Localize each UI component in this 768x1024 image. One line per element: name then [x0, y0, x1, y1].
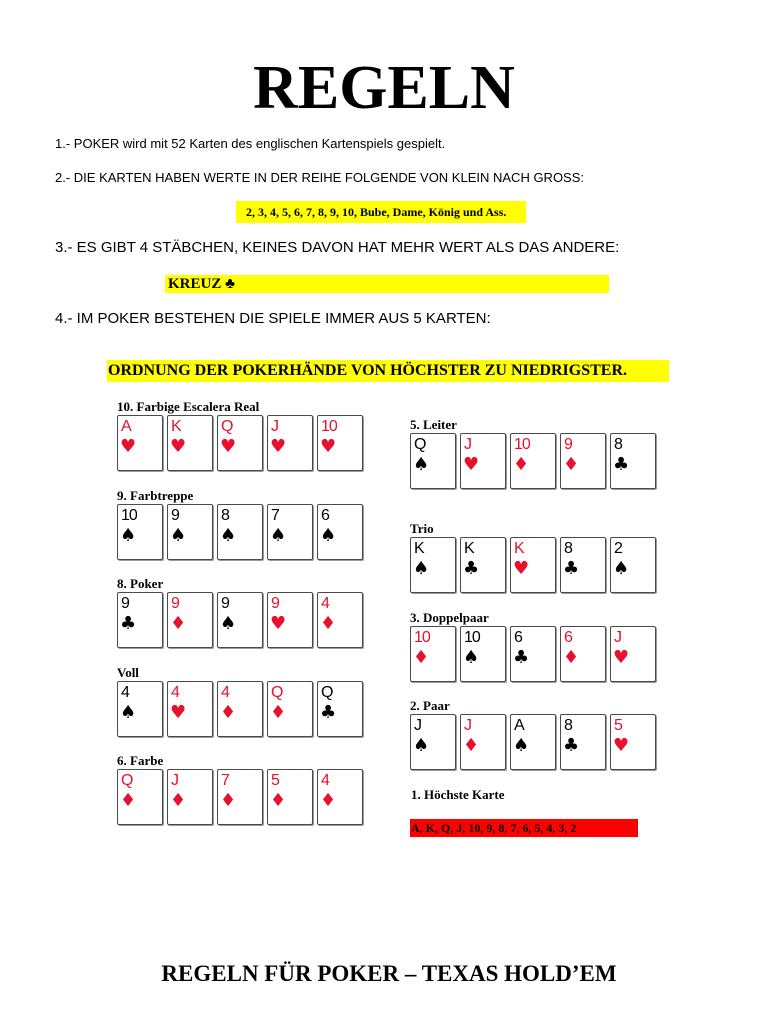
footer-title: REGELN FÜR POKER – TEXAS HOLD’EM — [161, 961, 617, 986]
hand-label: 3. Doppelpaar — [410, 610, 489, 625]
ranking-heading: ORDNUNG DER POKERHÄNDE VON HÖCHSTER ZU NIEDRIGSTER. — [107, 360, 669, 382]
playing-card — [610, 537, 656, 593]
suit-icon: ♠ — [170, 525, 187, 546]
card-rank: 8 — [614, 436, 622, 453]
kreuz-highlight: KREUZ ♣ — [165, 275, 609, 293]
card-values-highlight: 2, 3, 4, 5, 6, 7, 8, 9, 10, Bube, Dame, König und Ass. — [236, 201, 526, 223]
hoechste-karte-values: A, K, Q, J, 10, 9, 8, 7, 6, 5, 4, 3, 2 — [410, 819, 638, 837]
card-rank: 6 — [564, 629, 572, 646]
suit-icon: ♦ — [320, 613, 337, 634]
suit-icon: ♦ — [413, 647, 430, 668]
playing-card — [267, 681, 313, 737]
playing-card — [510, 714, 556, 770]
page-title: REGELN — [253, 54, 515, 122]
card-rank: 7 — [271, 507, 279, 524]
card-rank: 9 — [221, 595, 229, 612]
playing-card — [267, 592, 313, 648]
hand-hoechste-karte-label: 1. Höchste Karte — [411, 787, 505, 802]
card-rank: A — [121, 418, 131, 435]
card-rank: 5 — [614, 717, 622, 734]
card-rank: 10 — [464, 629, 480, 646]
suit-icon: ♠ — [413, 735, 430, 756]
card-rank: J — [414, 717, 421, 734]
hand-farbe — [117, 753, 372, 825]
suit-icon: ♥ — [463, 454, 480, 475]
playing-card — [510, 537, 556, 593]
card-rank: 10 — [121, 507, 137, 524]
playing-card — [610, 714, 656, 770]
suit-icon: ♦ — [320, 790, 337, 811]
playing-card — [460, 433, 506, 489]
card-rank: 4 — [221, 684, 229, 701]
suit-icon: ♦ — [563, 647, 580, 668]
playing-card — [217, 592, 263, 648]
playing-card — [317, 415, 363, 471]
playing-card — [117, 592, 163, 648]
card-rank: 6 — [514, 629, 522, 646]
hand-doppelpaar — [410, 610, 665, 682]
card-rank: 8 — [564, 540, 572, 557]
card-rank: 10 — [514, 436, 530, 453]
card-rank: 10 — [321, 418, 337, 435]
playing-card — [610, 433, 656, 489]
playing-card — [117, 504, 163, 560]
playing-card — [317, 592, 363, 648]
suit-icon: ♦ — [220, 702, 237, 723]
suit-icon: ♥ — [270, 436, 287, 457]
hand-poker — [117, 576, 372, 648]
rule-1: 1.- POKER wird mit 52 Karten des englischen Kartenspiels gespielt. — [55, 136, 446, 151]
playing-card — [217, 504, 263, 560]
suit-icon: ♠ — [613, 558, 630, 579]
playing-card — [410, 537, 456, 593]
suit-icon: ♥ — [320, 436, 337, 457]
suit-icon: ♦ — [563, 454, 580, 475]
card-rank: 7 — [221, 772, 229, 789]
playing-card — [167, 592, 213, 648]
playing-card — [317, 504, 363, 560]
card-rank: 4 — [121, 684, 129, 701]
playing-card — [610, 626, 656, 682]
card-rank: K — [171, 418, 181, 435]
card-rank: Q — [414, 436, 426, 453]
suit-icon: ♣ — [563, 735, 580, 756]
playing-card — [267, 415, 313, 471]
playing-card — [560, 537, 606, 593]
hand-label: 6. Farbe — [117, 753, 164, 768]
rule-3: 3.- ES GIBT 4 STÄBCHEN, KEINES DAVON HAT MEHR WERT ALS DAS ANDERE: — [55, 239, 620, 256]
playing-card — [460, 626, 506, 682]
playing-card — [510, 626, 556, 682]
card-rank: 8 — [564, 717, 572, 734]
hand-paar — [410, 698, 665, 770]
card-rank: K — [464, 540, 474, 557]
suit-icon: ♥ — [613, 735, 630, 756]
card-rank: Q — [221, 418, 233, 435]
suit-icon: ♥ — [220, 436, 237, 457]
card-rank: Q — [321, 684, 333, 701]
card-rank: 8 — [221, 507, 229, 524]
suit-icon: ♠ — [413, 558, 430, 579]
suit-icon: ♥ — [513, 558, 530, 579]
playing-card — [410, 714, 456, 770]
playing-card — [317, 769, 363, 825]
suit-icon: ♣ — [320, 702, 337, 723]
playing-card — [117, 681, 163, 737]
suit-icon: ♣ — [563, 558, 580, 579]
playing-card — [117, 415, 163, 471]
hand-label: 5. Leiter — [410, 417, 457, 432]
rule-4: 4.- IM POKER BESTEHEN DIE SPIELE IMMER AUS 5 KARTEN: — [55, 310, 491, 327]
playing-card — [167, 504, 213, 560]
hand-label: Voll — [117, 665, 139, 680]
suit-icon: ♣ — [613, 454, 630, 475]
card-rank: 4 — [171, 684, 179, 701]
suit-icon: ♠ — [120, 525, 137, 546]
playing-card — [217, 681, 263, 737]
card-rank: 10 — [414, 629, 430, 646]
card-rank: J — [271, 418, 278, 435]
suit-icon: ♥ — [120, 436, 137, 457]
card-rank: K — [414, 540, 424, 557]
hand-label: Trio — [410, 521, 434, 536]
suit-icon: ♦ — [270, 702, 287, 723]
playing-card — [510, 433, 556, 489]
hand-farbige-escalera-real — [117, 399, 372, 471]
suit-icon: ♠ — [120, 702, 137, 723]
suit-icon: ♣ — [463, 558, 480, 579]
suit-icon: ♦ — [270, 790, 287, 811]
hand-label: 9. Farbtreppe — [117, 488, 194, 503]
playing-card — [117, 769, 163, 825]
card-rank: Q — [121, 772, 133, 789]
playing-card — [560, 714, 606, 770]
playing-card — [410, 433, 456, 489]
card-rank: 2 — [614, 540, 622, 557]
card-rank: K — [514, 540, 524, 557]
card-rank: J — [614, 629, 621, 646]
suit-icon: ♠ — [220, 613, 237, 634]
playing-card — [560, 626, 606, 682]
playing-card — [167, 769, 213, 825]
suit-icon: ♠ — [320, 525, 337, 546]
hand-voll — [117, 665, 372, 737]
suit-icon: ♣ — [513, 647, 530, 668]
playing-card — [217, 415, 263, 471]
suit-icon: ♠ — [413, 454, 430, 475]
suit-icon: ♦ — [513, 454, 530, 475]
hand-farbtreppe — [117, 488, 372, 560]
playing-card — [317, 681, 363, 737]
suit-icon: ♠ — [513, 735, 530, 756]
suit-icon: ♥ — [613, 647, 630, 668]
card-rank: 4 — [321, 772, 329, 789]
card-rank: 9 — [171, 595, 179, 612]
playing-card — [267, 504, 313, 560]
suit-icon: ♦ — [220, 790, 237, 811]
suit-icon: ♥ — [270, 613, 287, 634]
playing-card — [560, 433, 606, 489]
playing-card — [410, 626, 456, 682]
playing-card — [217, 769, 263, 825]
playing-card — [267, 769, 313, 825]
card-rank: J — [464, 436, 471, 453]
card-rank: 5 — [271, 772, 279, 789]
suit-icon: ♠ — [463, 647, 480, 668]
hand-label: 2. Paar — [410, 698, 450, 713]
suit-icon: ♣ — [120, 613, 137, 634]
hand-leiter — [410, 417, 665, 489]
card-rank: 9 — [171, 507, 179, 524]
suit-icon: ♦ — [170, 790, 187, 811]
card-rank: A — [514, 717, 524, 734]
suit-icon: ♥ — [170, 702, 187, 723]
card-rank: 4 — [321, 595, 329, 612]
suit-icon: ♠ — [220, 525, 237, 546]
suit-icon: ♦ — [120, 790, 137, 811]
playing-card — [460, 714, 506, 770]
card-rank: J — [171, 772, 178, 789]
card-rank: J — [464, 717, 471, 734]
card-rank: Q — [271, 684, 283, 701]
playing-card — [460, 537, 506, 593]
playing-card — [167, 415, 213, 471]
playing-card — [167, 681, 213, 737]
card-rank: 9 — [271, 595, 279, 612]
card-rank: 9 — [121, 595, 129, 612]
hand-label: 8. Poker — [117, 576, 164, 591]
hand-trio — [410, 521, 665, 593]
rule-2: 2.- DIE KARTEN HABEN WERTE IN DER REIHE FOLGENDE VON KLEIN NACH GROSS: — [55, 170, 585, 185]
suit-icon: ♦ — [170, 613, 187, 634]
suit-icon: ♥ — [170, 436, 187, 457]
card-rank: 9 — [564, 436, 572, 453]
suit-icon: ♦ — [463, 735, 480, 756]
hand-label: 10. Farbige Escalera Real — [117, 399, 260, 414]
suit-icon: ♠ — [270, 525, 287, 546]
card-rank: 6 — [321, 507, 329, 524]
